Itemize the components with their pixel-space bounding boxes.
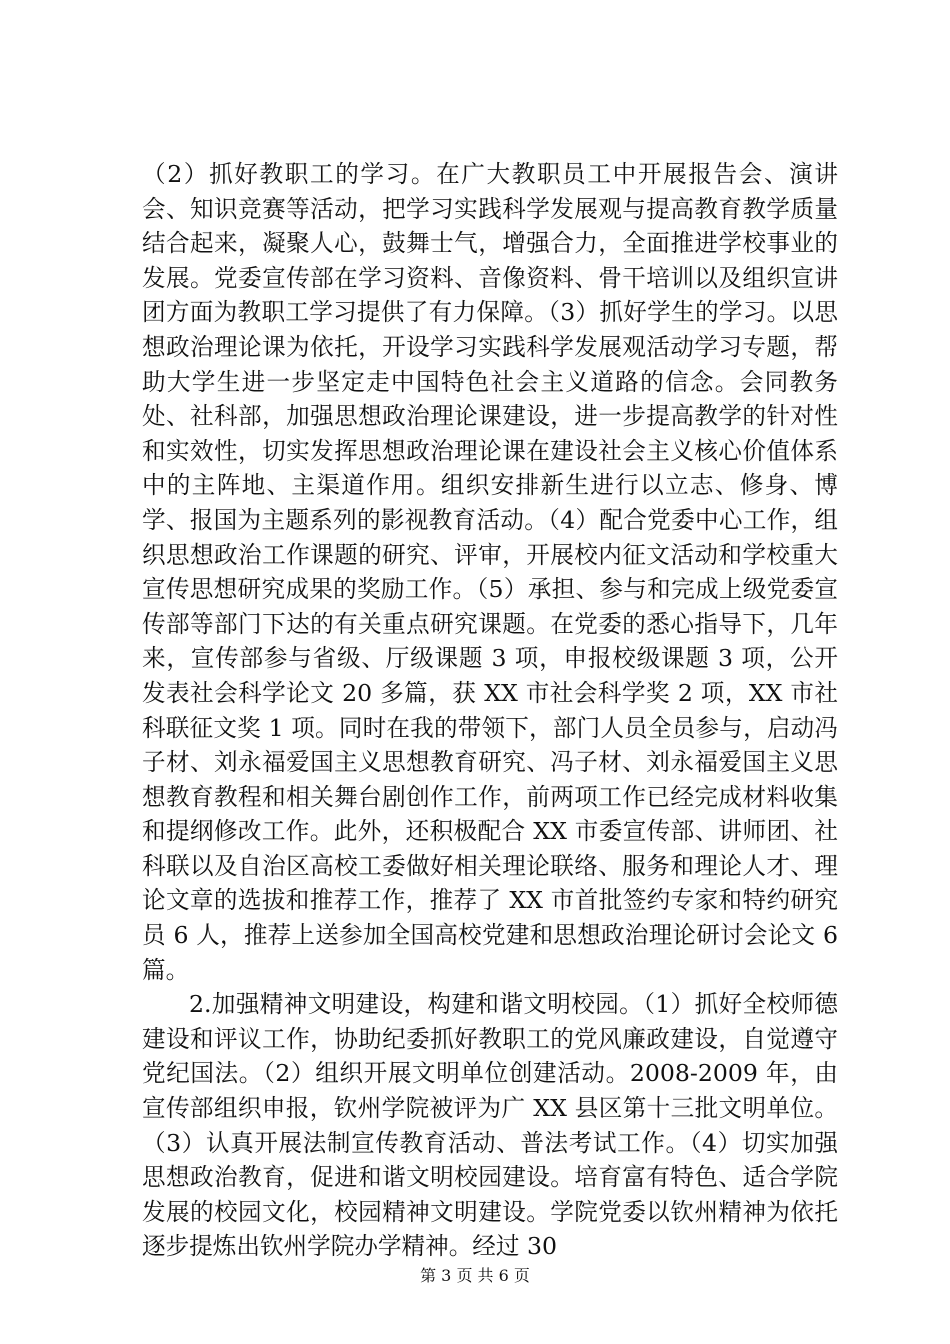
body-paragraph-2: 2.加强精神文明建设，构建和谐文明校园。（1）抓好全校师德建设和评议工作，协助纪委抓好教职工的党风廉政建设，自觉遵守党纪国法。（2）组织开展文明单位创建活动。2008-2009 年，由宣传部组织申报，钦州学院被评为广 XX 县区第十三批文明单位。（3）认真开展法制宣传教育活动、普法考试工作。（4）切实加强思想政治教育，促进和谐文明校园建设。培育富有特色、适合学院发展的校园文化，校园精神文明建设。学院党委以钦州精神为依托逐步提炼出钦州学院办学精神。经过 30: [142, 990, 838, 1261]
body-paragraph-1: （2）抓好教职工的学习。在广大教职员工中开展报告会、演讲会、知识竞赛等活动，把学习实践科学发展观与提高教育教学质量结合起来，凝聚人心，鼓舞士气，增强合力，全面推进学校事业的发展。党委宣传部在学习资料、音像资料、骨干培训以及组织宣讲团方面为教职工学习提供了有力保障。（3）抓好学生的学习。以思想政治理论课为依托，开设学习实践科学发展观活动学习专题，帮助大学生进一步坚定走中国特色社会主义道路的信念。会同教务处、社科部，加强思想政治理论课建设，进一步提高教学的针对性和实效性，切实发挥思想政治理论课在建设社会主义核心价值体系中的主阵地、主渠道作用。组织安排新生进行以立志、修身、博学、报国为主题系列的影视教育活动。（4）配合党委中心工作，组织思想政治工作课题的研究、评审，开展校内征文活动和学校重大宣传思想研究成果的奖励工作。（5）承担、参与和完成上级党委宣传部等部门下达的有关重点研究课题。在党委的悉心指导下，几年来，宣传部参与省级、厅级课题 3 项，申报校级课题 3 项，公开发表社会科学论文 20 多篇，获 XX 市社会科学奖 2 项，XX 市社科联征文奖 1 项。同时在我的带领下，部门人员全员参与，启动冯子材、刘永福爱国主义思想教育研究、冯子材、刘永福爱国主义思想教育教程和相关舞台剧创作工作，前两项工作已经完成材料收集和提纲修改工作。此外，还积极配合 XX 市委宣传部、讲师团、社科联以及自治区高校工委做好相关理论联络、服务和理论人才、理论文章的选拔和推荐工作，推荐了 XX 市首批签约专家和特约研究员 6 人，推荐上送参加全国高校党建和思想政治理论研讨会论文 6 篇。: [142, 160, 838, 984]
document-body: [142, 157, 838, 1264]
page-footer: 第 3 页 共 6 页: [420, 1266, 530, 1285]
